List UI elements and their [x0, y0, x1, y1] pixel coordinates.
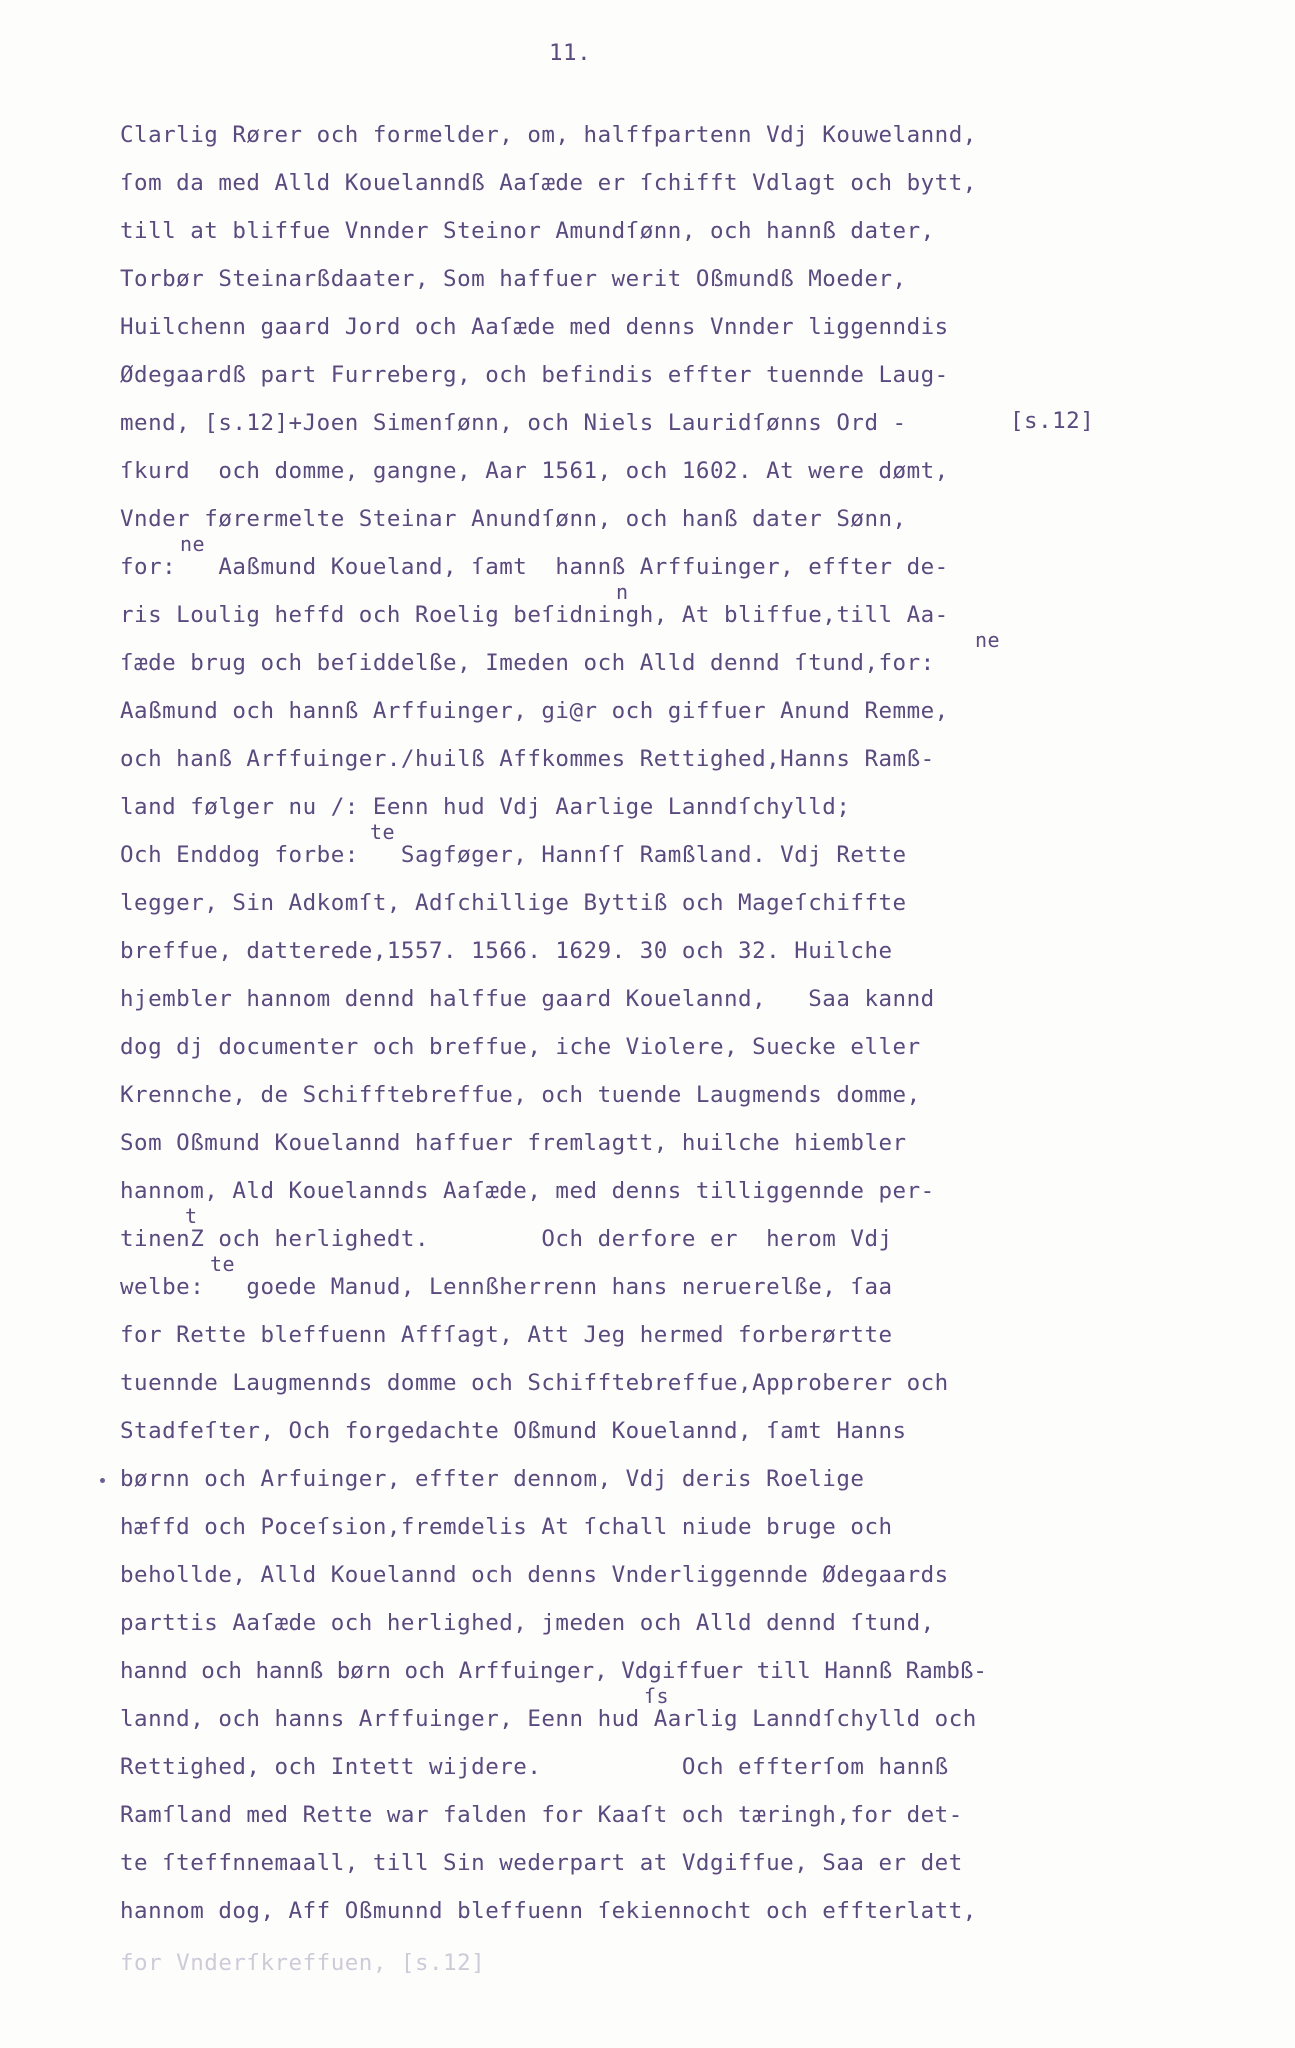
text-line: land følger nu /: Eenn hud Vdj Aarlige Lanndſchylld; [120, 794, 851, 820]
text-line: Och Enddog forbe: Sagføger, Hannſſ Ramßland. Vdj Rette [120, 842, 907, 868]
text-line: ſæde brug och beſiddelße, Imeden och Alld dennd ſtund,for: [120, 650, 935, 676]
text-line: Clarlig Rører och formelder, om, halffpartenn Vdj Kouwelannd, [120, 122, 977, 148]
text-line: behollde, Alld Kouelannd och denns Vnderliggennde Ødegaards [120, 1562, 949, 1588]
text-line: lannd, och hanns Arffuinger, Eenn hud Aarlig Lanndſchylld och [120, 1706, 977, 1732]
interlinear-correction: te [370, 820, 396, 844]
interlinear-correction: te [210, 1252, 236, 1276]
interlinear-correction: ſs [644, 1684, 670, 1708]
text-line: breffue, datterede,1557. 1566. 1629. 30 och 32. Huilche [120, 938, 893, 964]
text-line: Krennche, de Schifftebreffue, och tuende Laugmends domme, [120, 1082, 921, 1108]
text-line: hannd och hannß børn och Arffuinger, Vdgiffuer till Hannß Rambß- [120, 1658, 987, 1684]
text-line: Ødegaardß part Furreberg, och befindis effter tuennde Laug- [120, 362, 949, 388]
text-line: Rettighed, och Intett wijdere. Och effterſom hannß [120, 1754, 949, 1780]
text-line: dog dj documenter och breffue, iche Violere, Suecke eller [120, 1034, 921, 1060]
text-line: te ſteffnnemaall, till Sin wederpart at Vdgiffue, Saa er det [120, 1850, 963, 1876]
text-line: Torbør Steinarßdaater, Som haffuer werit Oßmundß Moeder, [120, 266, 907, 292]
text-line: hannom dog, Aff Oßmunnd bleffuenn ſekiennocht och effterlatt, [120, 1898, 977, 1924]
interlinear-correction: ne [180, 532, 206, 556]
text-line: ris Loulig heffd och Roelig beſidningh, At bliffue,till Aa- [120, 602, 949, 628]
text-line: hjembler hannom dennd halffue gaard Kouelannd, Saa kannd [120, 986, 935, 1012]
text-line: tuennde Laugmennds domme och Schifftebreffue,Approberer och [120, 1370, 949, 1396]
interlinear-correction: ne [975, 628, 1001, 652]
page-number: 11. [549, 40, 592, 66]
text-line: for: Aaßmund Koueland, ſamt hannß Arffuinger, effter de- [120, 554, 949, 580]
text-line: for Rette bleffuenn Affſagt, Att Jeg hermed forberørtte [120, 1322, 893, 1348]
text-line: Som Oßmund Kouelannd haffuer fremlagtt, huilche hiembler [120, 1130, 907, 1156]
text-line: børnn och Arfuinger, effter dennom, Vdj deris Roelige [120, 1466, 865, 1492]
faded-bottom-line: for Vnderſkreffuen, [s.12] [120, 1950, 486, 1976]
ink-dot [100, 1478, 105, 1483]
text-line: till at bliffue Vnnder Steinor Amundſønn, och hannß dater, [120, 218, 935, 244]
text-line: tinenZ och herlighedt. Och derfore er herom Vdj [120, 1226, 893, 1252]
text-line: Vnder førermelte Steinar Anundſønn, och hanß dater Sønn, [120, 506, 907, 532]
interlinear-correction: n [616, 580, 629, 604]
text-line: Stadfeſter, Och forgedachte Oßmund Kouelannd, ſamt Hanns [120, 1418, 907, 1444]
text-line: mend, [s.12]+Joen Simenſønn, och Niels Lauridſønns Ord - [120, 410, 907, 436]
text-line: Aaßmund och hannß Arffuinger, gi@r och giffuer Anund Remme, [120, 698, 949, 724]
text-line: hannom, Ald Kouelannds Aaſæde, med denns tilliggennde per- [120, 1178, 935, 1204]
text-line: legger, Sin Adkomſt, Adſchillige Byttiß och Mageſchiffte [120, 890, 907, 916]
text-line: och hanß Arffuinger./huilß Affkommes Rettighed,Hanns Ramß- [120, 746, 935, 772]
text-line: Ramſland med Rette war falden for Kaaſt och tæringh,for det- [120, 1802, 963, 1828]
text-line: welbe: goede Manud, Lennßherrenn hans neruerelße, ſaa [120, 1274, 893, 1300]
text-line: ſom da med Alld Kouelanndß Aaſæde er ſchifft Vdlagt och bytt, [120, 170, 977, 196]
text-line: parttis Aaſæde och herlighed, jmeden och Alld dennd ſtund, [120, 1610, 935, 1636]
text-line: hæffd och Poceſsion,fremdelis At ſchall niude bruge och [120, 1514, 893, 1540]
margin-reference: [s.12] [1010, 408, 1095, 434]
text-line: ſkurd och domme, gangne, Aar 1561, och 1602. At were dømt, [120, 458, 949, 484]
text-line: Huilchenn gaard Jord och Aaſæde med denns Vnnder liggenndis [120, 314, 949, 340]
interlinear-correction: t [185, 1204, 198, 1228]
